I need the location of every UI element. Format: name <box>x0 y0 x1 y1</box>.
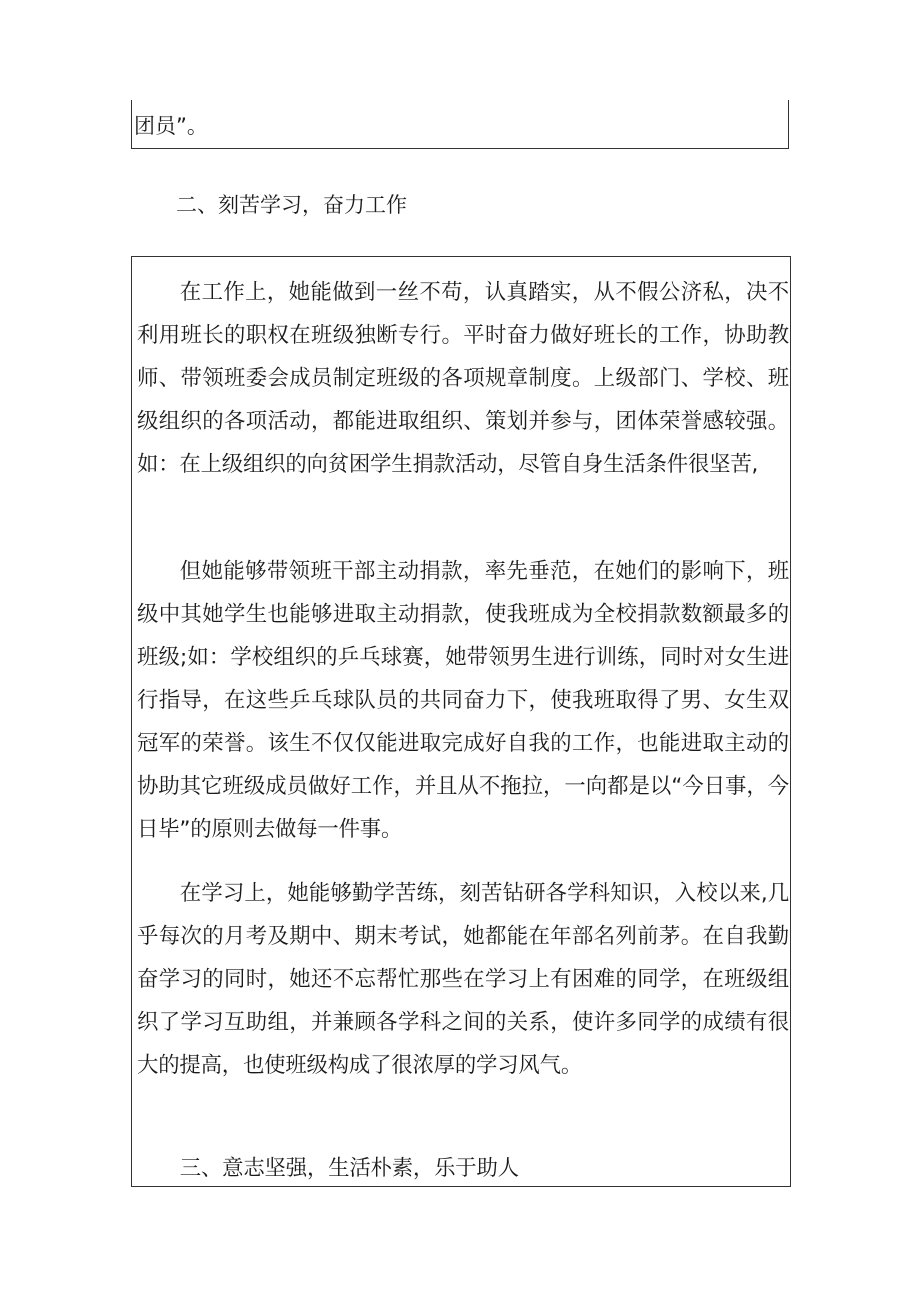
section-heading-3: 三、意志坚强，生活朴素，乐于助人 <box>179 1156 519 1181</box>
continued-text: 团员”。 <box>134 114 208 138</box>
paragraph-donation: 但她能够带领班干部主动捐款，率先垂范，在她们的影响下，班级中其她学生也能够进取主动捐款，使我班成为全校捐款数额最多的班级;如：学校组织的乒乓球赛，她带领男生进行训练，同时对女生进行指导，在这些乒乓球队员的共同奋力下，使我班取得了男、女生双冠军的荣誉。该生不仅仅能进取完成好自我的工作，也能进取主动的协助其它班级成员做好工作，并且从不拖拉，一向都是以“今日事，今日毕”的原则去做每一件事。 <box>137 559 789 842</box>
top-table-cell <box>131 100 789 149</box>
main-table-cell <box>131 256 791 1187</box>
paragraph-study: 在学习上，她能够勤学苦练，刻苦钻研各学科知识，入校以来,几乎每次的月考及期中、期末考试，她都能在年部名列前茅。在自我勤奋学习的同时，她还不忘帮忙那些在学习上有困难的同学，在班级组织了学习互助组，并兼顾各学科之间的关系，使许多同学的成绩有很大的提高，也使班级构成了很浓厚的学习风气。 <box>137 881 789 1078</box>
section-heading-2: 二、刻苦学习，奋力工作 <box>176 193 407 217</box>
paragraph-work: 在工作上，她能做到一丝不苟，认真踏实，从不假公济私，决不利用班长的职权在班级独断专行。平时奋力做好班长的工作，协助教师、带领班委会成员制定班级的各项规章制度。上级部门、学校、班级组织的各项活动，都能进取组织、策划并参与，团体荣誉感较强。如：在上级组织的向贫困学生捐款活动，尽管自身生活条件很坚苦, <box>137 280 789 477</box>
